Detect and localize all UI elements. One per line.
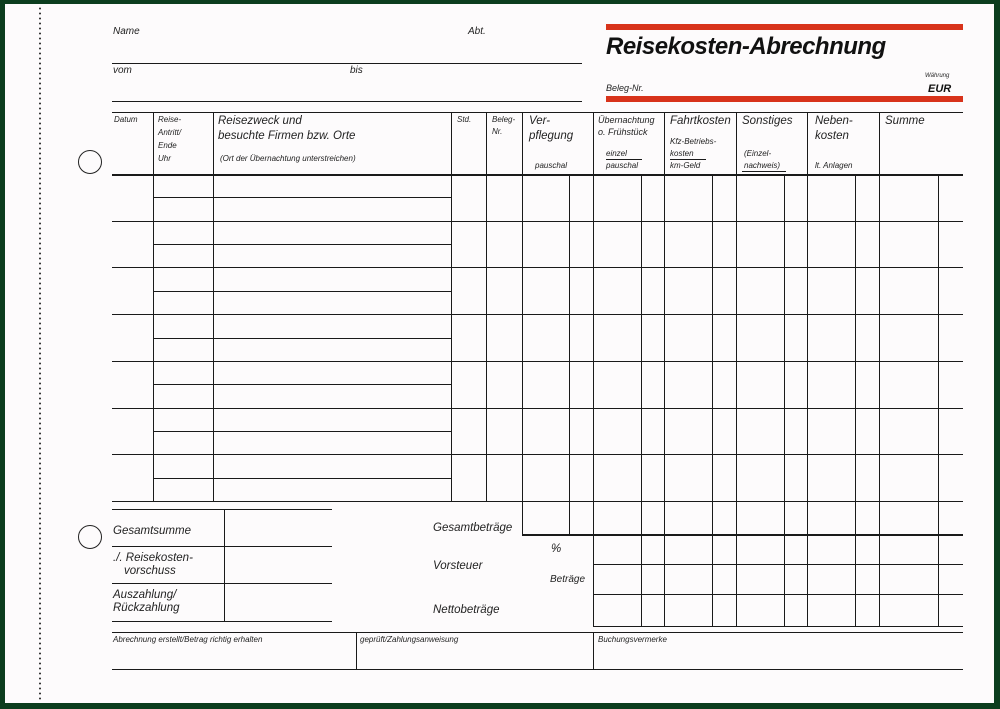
gesamtbetraege-label: Gesamtbeträge	[433, 522, 513, 534]
vorschuss-label-1: ./. Reisekosten-	[113, 552, 193, 564]
col-fahrt-3: kosten	[670, 149, 694, 158]
col-line-reise	[153, 112, 154, 502]
col-sonst-1: Sonstiges	[742, 115, 793, 127]
table-row-line	[112, 314, 963, 315]
table-row-line	[112, 361, 963, 362]
verpf-cent-line	[569, 174, 570, 534]
perforation	[39, 6, 41, 700]
nettobetraege-label: Nettobeträge	[433, 604, 500, 616]
buchung-label: Buchungsvermerke	[598, 635, 667, 644]
name-label: Name	[113, 26, 140, 37]
auszahlung-label-1: Auszahlung/	[113, 589, 177, 601]
gesamtsumme-label: Gesamtsumme	[113, 525, 191, 537]
vorsteuer-label: Vorsteuer	[433, 560, 483, 572]
col-line-verpf	[522, 112, 523, 534]
vom-label: vom	[113, 65, 132, 76]
currency-value: EUR	[928, 83, 952, 95]
col-line-fahrt	[664, 112, 665, 626]
signature-top-line	[112, 632, 963, 633]
summe-cent-line	[938, 174, 939, 626]
col-uebern-4: pauschal	[606, 161, 639, 170]
name-field-line[interactable]	[112, 63, 582, 64]
neben-cent-line	[855, 174, 856, 626]
col-uebern-1: Übernachtung	[598, 115, 655, 125]
table-row-line	[112, 221, 963, 222]
table-subrow-line	[153, 478, 451, 479]
col-uebern-2: o. Frühstück	[598, 127, 648, 137]
sonst-cent-line	[784, 174, 785, 626]
col-beleg-1: Beleg-	[492, 115, 516, 124]
col-fahrt-4: km-Geld	[670, 161, 701, 170]
col-line-uebern	[593, 112, 594, 626]
col-sonst-3: nachweis)	[744, 161, 781, 170]
signature-divider-1	[356, 632, 357, 670]
col-fahrt-1: Fahrtkosten	[670, 115, 731, 127]
netto-line	[593, 626, 963, 627]
col-line-sonst	[736, 112, 737, 626]
col-fahrt-2: Kfz-Betriebs-	[670, 137, 717, 146]
table-subrow-line	[153, 431, 451, 432]
col-neben-1: Neben-	[815, 115, 853, 127]
title-bar-bottom	[606, 96, 963, 102]
col-reise-2: Antritt/	[158, 128, 182, 137]
sonst-underline	[742, 171, 786, 172]
col-beleg-2: Nr.	[492, 127, 503, 136]
col-reise-1: Reise-	[158, 115, 182, 124]
signature-bottom-line	[112, 669, 963, 670]
table-subrow-line	[153, 197, 451, 198]
col-sonst-2: (Einzel-	[744, 149, 772, 158]
col-neben-3: lt. Anlagen	[815, 161, 853, 170]
bis-label: bis	[350, 65, 363, 76]
col-reise-4: Uhr	[158, 154, 171, 163]
table-row-line	[112, 408, 963, 409]
table-subrow-line	[153, 291, 451, 292]
date-field-line[interactable]	[112, 101, 582, 102]
uebern-cent-line	[641, 174, 642, 626]
abrechnung-label: Abrechnung erstellt/Betrag richtig erhalten	[113, 635, 263, 644]
col-verpf-2: pflegung	[529, 130, 574, 142]
beleg-nr-header-label: Beleg-Nr.	[606, 83, 644, 93]
punch-hole-top	[78, 150, 102, 174]
vorsteuer-line-1	[593, 564, 963, 565]
table-row-line	[112, 267, 963, 268]
table-subrow-line	[153, 384, 451, 385]
col-uebern-3: einzel	[606, 149, 627, 158]
col-line-neben	[807, 112, 808, 626]
gesamt-top-line	[112, 509, 332, 510]
col-line-summe	[879, 112, 880, 626]
col-verpf-3: pauschal	[535, 161, 568, 170]
form-title: Reisekosten-Abrechnung	[606, 33, 886, 60]
gesamtbetraege-line	[522, 534, 963, 536]
fahrt-cent-line	[712, 174, 713, 626]
col-datum: Datum	[114, 115, 138, 124]
auszahlung-label-2: Rückzahlung	[113, 602, 180, 614]
auszahlung-line	[112, 621, 332, 622]
col-neben-2: kosten	[815, 130, 849, 142]
prozent-label: %	[551, 543, 562, 555]
col-std: Std.	[457, 115, 472, 124]
signature-divider-2	[593, 632, 594, 670]
fahrt-kosten-underline	[670, 159, 706, 160]
table-bottom-line	[112, 501, 963, 502]
title-bar-top	[606, 24, 963, 30]
waehrung-label: Währung	[925, 73, 950, 79]
col-zweck-2: besuchte Firmen bzw. Orte	[218, 130, 356, 142]
col-line-zweck	[213, 112, 214, 502]
col-zweck-3: (Ort der Übernachtung unterstreichen)	[220, 154, 356, 163]
table-subrow-line	[153, 338, 451, 339]
abt-label: Abt.	[468, 26, 486, 37]
table-header-bottom-line	[112, 174, 963, 176]
vorschuss-line	[112, 583, 332, 584]
table-subrow-line	[153, 244, 451, 245]
col-summe: Summe	[885, 115, 925, 127]
col-line-std	[451, 112, 452, 502]
table-row-line	[112, 454, 963, 455]
geprueft-label: geprüft/Zahlungsanweisung	[360, 635, 459, 644]
vorsteuer-line-2	[593, 594, 963, 595]
betraege-label: Beträge	[550, 574, 586, 585]
gesamt-value-divider	[224, 509, 225, 622]
gesamtsumme-line	[112, 546, 332, 547]
col-line-beleg	[486, 112, 487, 502]
col-reise-3: Ende	[158, 141, 177, 150]
uebern-einzel-underline	[606, 159, 642, 160]
col-zweck-1: Reisezweck und	[218, 115, 302, 127]
punch-hole-bottom	[78, 525, 102, 549]
col-verpf-1: Ver-	[529, 115, 551, 127]
vorschuss-label-2: vorschuss	[124, 565, 176, 577]
table-top-line	[112, 112, 963, 113]
